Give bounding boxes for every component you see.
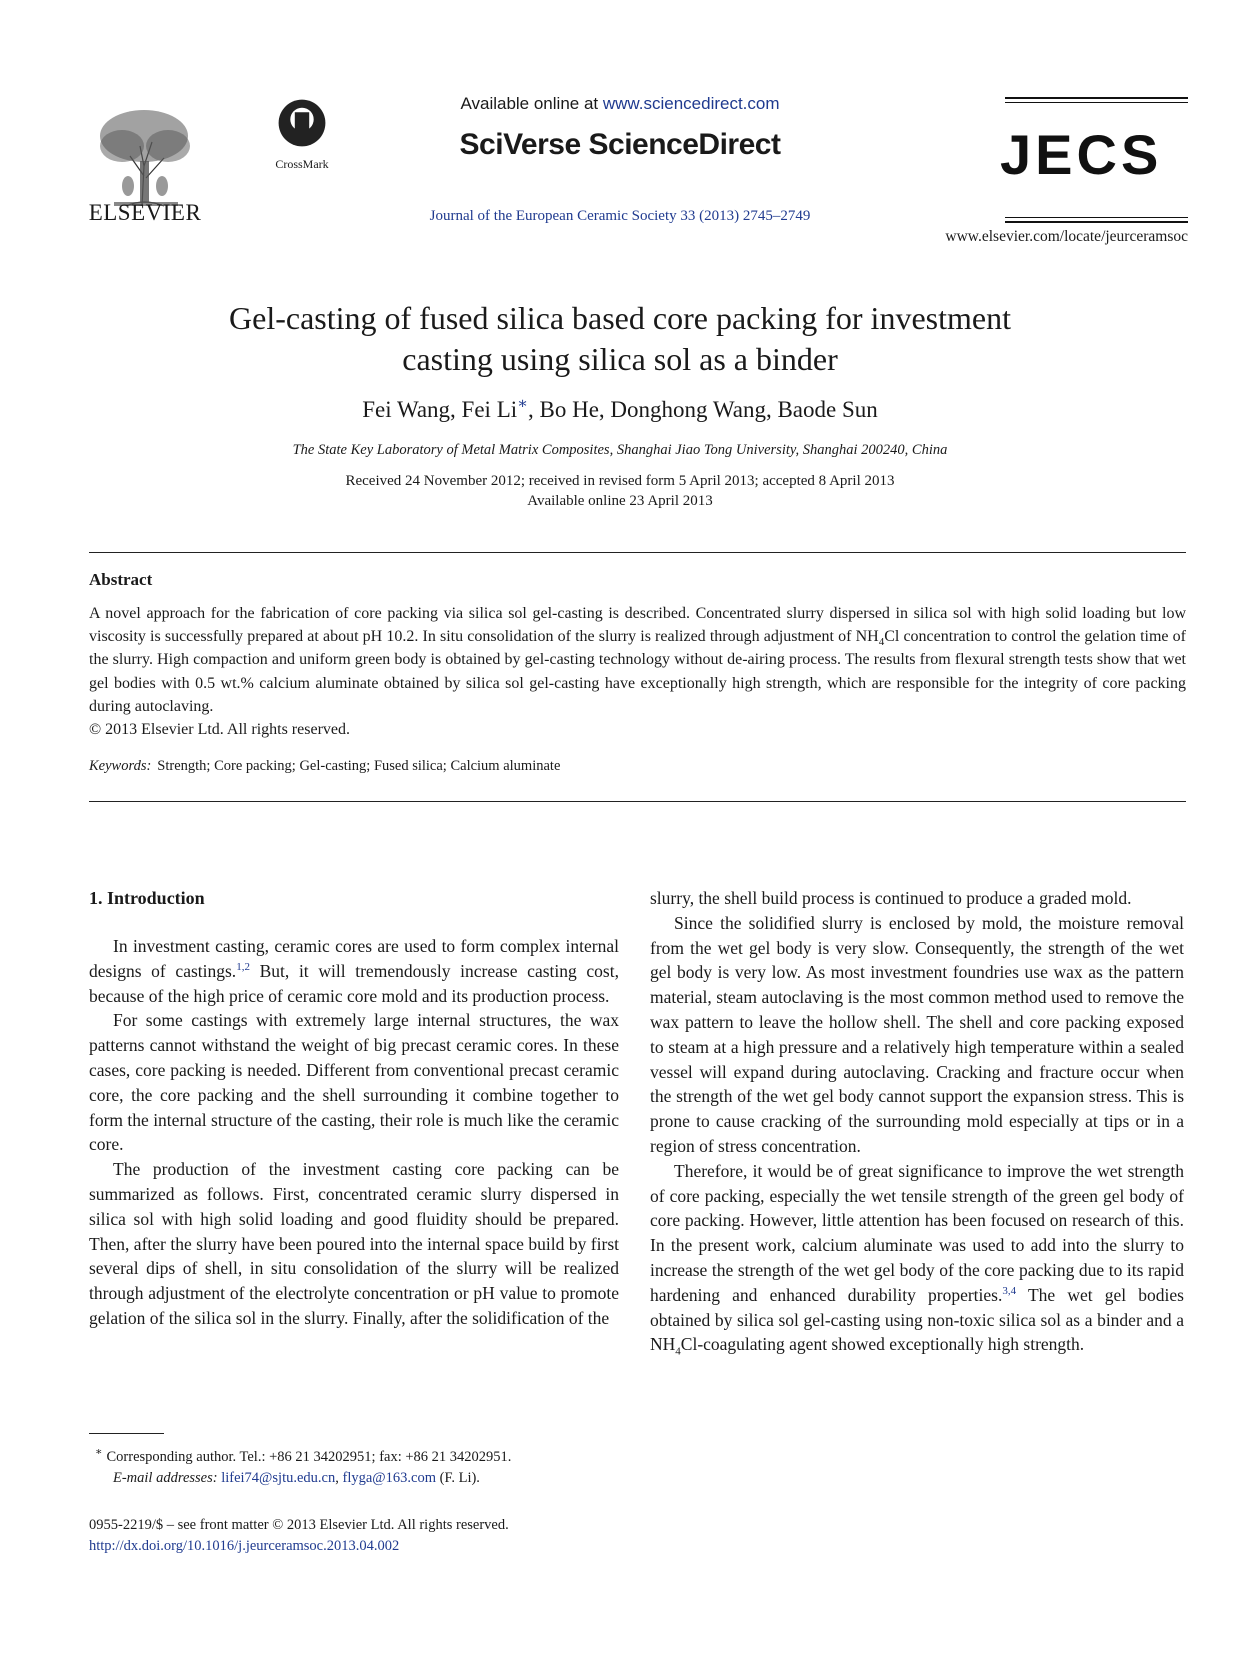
paragraph-text: The wet gel bodies obtained by silica sol gel-casting using non-toxic silica sol as a binder and a NH [650,1284,1184,1355]
corresponding-author-footnote [89,1442,629,1489]
keywords-label: Keywords: [89,758,152,774]
abstract-heading: Abstract [89,570,153,589]
section-divider [89,552,1186,553]
author-list [140,397,1100,423]
footnote-rule [89,1433,164,1434]
paragraph: Since the solidified slurry is enclosed by mold, the moisture removal from the wet gel body is very slow. Consequently, the strength of the wet gel body is very low. As most investment foundries use wax as the pattern material, steam autoclaving is the most common method used to remove the wax pattern to leave the hollow shell. The shell and core packing exposed to steam at a high pressure and a relatively high temperature within a sealed vessel will expand during autoclaving. Cracking and fracture occur when the strength of the wet gel body cannot support the expansion stress. This is prone to cause cracking of the surrounding mold especially at tips or in a region of stress concentration. [650,912,1184,1156]
sciencedirect-link[interactable]: www.sciencedirect.com [602,94,780,113]
email-link-2[interactable]: flyga@163.com [342,1469,436,1486]
title-line-2: casting using silica sol as a binder [402,341,838,377]
header-rule [1005,102,1188,103]
available-online-prefix: Available online at [460,94,603,113]
citation-link[interactable]: 3,4 [1002,1284,1017,1297]
email-link-1[interactable]: lifei74@sjtu.edu.cn [221,1469,336,1486]
authors-part-1: Fei Wang, Fei Li [362,397,518,422]
body-column-right [650,886,1184,1357]
received-dates: Received 24 November 2012; received in revised form 5 April 2013; accepted 8 April 2013 [345,473,895,489]
paragraph-text: Cl-coagulating agent showed exceptionally high strength. [680,1334,1085,1355]
email-separator: , [335,1469,343,1486]
citation-link[interactable]: 1,2 [236,960,250,973]
abstract-copyright: © 2013 Elsevier Ltd. All rights reserved. [89,721,350,739]
crossmark-icon [275,96,329,150]
affiliation: The State Key Laboratory of Metal Matrix Composites, Shanghai Jiao Tong University, Shanghai 200240, China [292,442,948,458]
subscript: 4 [675,1345,681,1358]
section-divider [89,801,1186,802]
header-rule [1005,97,1188,99]
article-title [140,298,1100,380]
doi-link[interactable]: http://dx.doi.org/10.1016/j.jeurceramsoc.2013.04.002 [89,1538,400,1554]
paragraph-text: But, it will tremendously increase casting cost, because of the high price of ceramic core mold and its production process. [89,960,619,1006]
paragraph-continued: slurry, the shell build process is continued to produce a graded mold. [650,888,1132,908]
keywords-list: Strength; Core packing; Gel-casting; Fused silica; Calcium aluminate [157,758,561,774]
abstract-text-1: A novel approach for the fabrication of core packing via silica sol gel-casting is described. Concentrated slurry dispersed in silica sol with high solid loading but low viscosity is successfully prepared at about pH 10.2. In situ consolidation of the slurry is realized through adjustment of NH [89,605,1186,646]
paragraph-text: Therefore, it would be of great significance to improve the wet strength of core packing, especially the wet tensile strength of the green gel body of core packing. However, little attention has been focused on research of this. In the present work, calcium aluminate was used to add into the slurry to increase the strength of the wet gel body of the core packing due to its rapid hardening and enhanced durability properties. [650,1160,1184,1305]
article-dates [140,471,1100,511]
email-owner: (F. Li). [435,1469,480,1486]
header-rule [1005,221,1188,223]
paragraph [650,1159,1184,1357]
abstract-subscript: 4 [878,636,885,649]
crossmark-label: CrossMark [275,157,329,171]
body-column-left [89,886,619,1331]
email-label: E-mail addresses: [113,1469,218,1486]
paragraph [89,934,619,1008]
title-line-1: Gel-casting of fused silica based core packing for investment [229,300,1011,336]
abstract-text [89,602,1186,741]
front-matter [89,1515,689,1557]
issn-line: 0955-2219/$ – see front matter © 2013 Elsevier Ltd. All rights reserved. [89,1517,509,1533]
jecs-logo-text: JECS [1000,124,1163,184]
paragraph-text: In investment casting, ceramic cores are used to form complex internal designs of castings. [89,936,619,981]
footnote-corresponding: Corresponding author. Tel.: +86 21 34202951; fax: +86 21 34202951. [106,1448,512,1465]
footnote-mark: ∗ [95,1446,103,1458]
paragraph: For some castings with extremely large internal structures, the wax patterns cannot withstand the weight of big precast ceramic cores. In these cases, core packing is needed. Different from conventional precast ceramic core, the core packing and the shell surrounding it combine together to form the internal structure of the casting, their role is much like the ceramic core. [89,1010,619,1155]
footnote-emails [89,1468,629,1489]
keywords-line [89,758,1186,775]
jecs-journal-logo [1000,124,1190,184]
available-online-date: Available online 23 April 2013 [527,493,713,509]
crossmark-badge[interactable] [272,96,332,172]
section-heading-introduction: 1. Introduction [89,888,205,908]
corresponding-author-mark[interactable]: ∗ [517,395,529,413]
elsevier-wordmark: ELSEVIER [88,200,202,225]
authors-part-2: , Bo He, Donghong Wang, Baode Sun [528,397,878,422]
sciverse-sciencedirect-logo: SciVerse ScienceDirect [459,128,781,161]
paragraph: The production of the investment casting core packing can be summarized as follows. First, concentrated ceramic slurry dispersed in silica sol with high solid loading and good fluidity should be prepared. Then, after the slurry have been poured into the internal space build by first several dips of shell, in situ consolidation of the slurry will be realized through adjustment of the electrolyte concentration or pH value to promote gelation of the silica sol in the slurry. Finally, after the solidification of the [89,1159,619,1328]
journal-site-url[interactable]: www.elsevier.com/locate/jeurceramsoc [945,228,1188,245]
available-online-line [380,94,860,114]
footnote-line [89,1442,629,1468]
journal-reference-link[interactable]: Journal of the European Ceramic Society 33 (2013) 2745–2749 [429,208,811,224]
abstract-text-2: Cl concentration to control the gelation time of the slurry. High compaction and uniform green body is obtained by gel-casting technology without de-airing process. The results from flexural strength tests show that wet gel bodies with 0.5 wt.% calcium aluminate obtained by silica sol gel-casting have exceptionally high strength, which are responsible for the integrity of core packing during autoclaving. [89,628,1186,715]
header-rule [1005,217,1188,218]
